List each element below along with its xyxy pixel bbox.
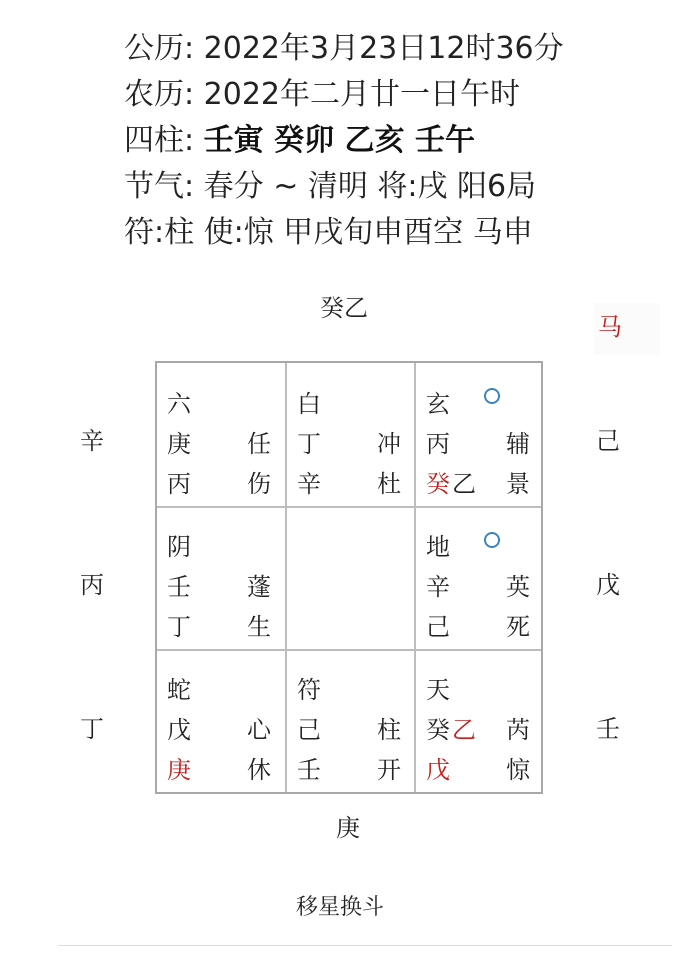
- palace-earth-stem-highlighted: 癸: [426, 470, 450, 498]
- solar-term-value: 春分 ~ 清明 将:戌 阳6局: [203, 169, 537, 204]
- palace-door: 惊: [506, 756, 530, 784]
- palace-top-right[interactable]: [416, 363, 543, 506]
- lunar-date-value: 2022年二月廿一日午时: [203, 77, 521, 112]
- palace-god: 白: [297, 390, 321, 418]
- palace-top-middle[interactable]: [287, 363, 415, 506]
- palace-god: 阴: [167, 533, 191, 561]
- empty-circle-icon: [484, 388, 500, 404]
- palace-earth-stem: 壬: [297, 756, 321, 784]
- palace-bottom-left[interactable]: [157, 651, 286, 792]
- palace-star: 蓬: [247, 573, 271, 601]
- palace-door: 伤: [247, 470, 271, 498]
- outer-right-stem-middle: 戊: [596, 571, 620, 599]
- palace-earth-stem: 丙: [167, 470, 191, 498]
- palace-god: 天: [426, 676, 450, 704]
- solar-date-value: 2022年3月23日12时36分: [203, 31, 564, 66]
- palace-god: 玄: [426, 390, 450, 418]
- nine-palace-grid: [155, 361, 543, 794]
- palace-heaven-stem: 丙: [426, 430, 450, 458]
- palace-star: 英: [506, 573, 530, 601]
- outer-left-stem-top: 辛: [80, 427, 104, 455]
- palace-star: 任: [247, 430, 271, 458]
- solar-term-line: [124, 164, 564, 210]
- outer-bottom-stem: 庚: [336, 814, 360, 842]
- palace-earth-stem: 丁: [167, 613, 191, 641]
- four-pillars-label: 四柱:: [124, 123, 195, 158]
- palace-god: 地: [426, 533, 450, 561]
- palace-door: 休: [247, 756, 271, 784]
- palace-star: 冲: [377, 430, 401, 458]
- palace-door: 生: [247, 613, 271, 641]
- palace-bottom-middle[interactable]: [287, 651, 415, 792]
- solar-date-line: [124, 26, 564, 72]
- solar-date-label: 公历:: [124, 31, 195, 66]
- palace-heaven-stem: 丁: [297, 430, 321, 458]
- outer-right-stem-bottom: 壬: [596, 715, 620, 743]
- outer-left-stem-bottom: 丁: [80, 715, 104, 743]
- palace-heaven-stem: 壬: [167, 573, 191, 601]
- four-pillars-line: [124, 118, 564, 164]
- palace-earth-stem-highlighted: 庚: [167, 756, 191, 784]
- outer-top-stems: 癸乙: [320, 294, 368, 322]
- palace-door: 开: [377, 756, 401, 784]
- outer-right-stem-top: 己: [596, 427, 620, 455]
- palace-earth-stem: 辛: [297, 470, 321, 498]
- palace-door: 死: [506, 613, 530, 641]
- palace-earth-stem: 乙: [452, 470, 476, 498]
- palace-door: 景: [506, 470, 530, 498]
- palace-middle-right[interactable]: [416, 508, 543, 650]
- palace-star: 心: [247, 716, 271, 744]
- four-pillars-value: 壬寅 癸卯 乙亥 壬午: [203, 123, 475, 158]
- palace-god: 六: [167, 390, 191, 418]
- fu-shi-label: 符:: [124, 215, 165, 250]
- palace-god: 符: [297, 676, 321, 704]
- palace-god: 蛇: [167, 676, 191, 704]
- footer-divider: [58, 945, 672, 946]
- lunar-date-line: [124, 72, 564, 118]
- palace-top-left[interactable]: [157, 363, 286, 506]
- palace-heaven-stem: 癸: [426, 716, 450, 744]
- fu-shi-line: [124, 210, 564, 256]
- horse-star-label: 马: [598, 313, 622, 341]
- palace-star: 芮: [506, 716, 530, 744]
- palace-star: 辅: [506, 430, 530, 458]
- chart-header: [124, 26, 564, 256]
- palace-heaven-stem-highlighted: 乙: [452, 716, 476, 744]
- palace-middle-left[interactable]: [157, 508, 286, 650]
- outer-left-stem-middle: 丙: [80, 571, 104, 599]
- horse-star-badge: [594, 303, 660, 355]
- palace-heaven-stem: 庚: [167, 430, 191, 458]
- lunar-date-label: 农历:: [124, 77, 195, 112]
- palace-center[interactable]: [287, 508, 415, 650]
- move-star-button[interactable]: 移星换斗: [296, 895, 385, 920]
- palace-earth-stem-highlighted: 戊: [426, 756, 450, 784]
- palace-earth-stem: 己: [426, 613, 450, 641]
- palace-heaven-stem: 辛: [426, 573, 450, 601]
- empty-circle-icon: [484, 532, 500, 548]
- palace-heaven-stem: 戊: [167, 716, 191, 744]
- solar-term-label: 节气:: [124, 169, 195, 204]
- palace-bottom-right[interactable]: [416, 651, 543, 792]
- palace-heaven-stem: 己: [297, 716, 321, 744]
- palace-door: 杜: [377, 470, 401, 498]
- palace-star: 柱: [377, 716, 401, 744]
- fu-shi-value: 柱 使:惊 甲戌旬申酉空 马申: [164, 215, 533, 250]
